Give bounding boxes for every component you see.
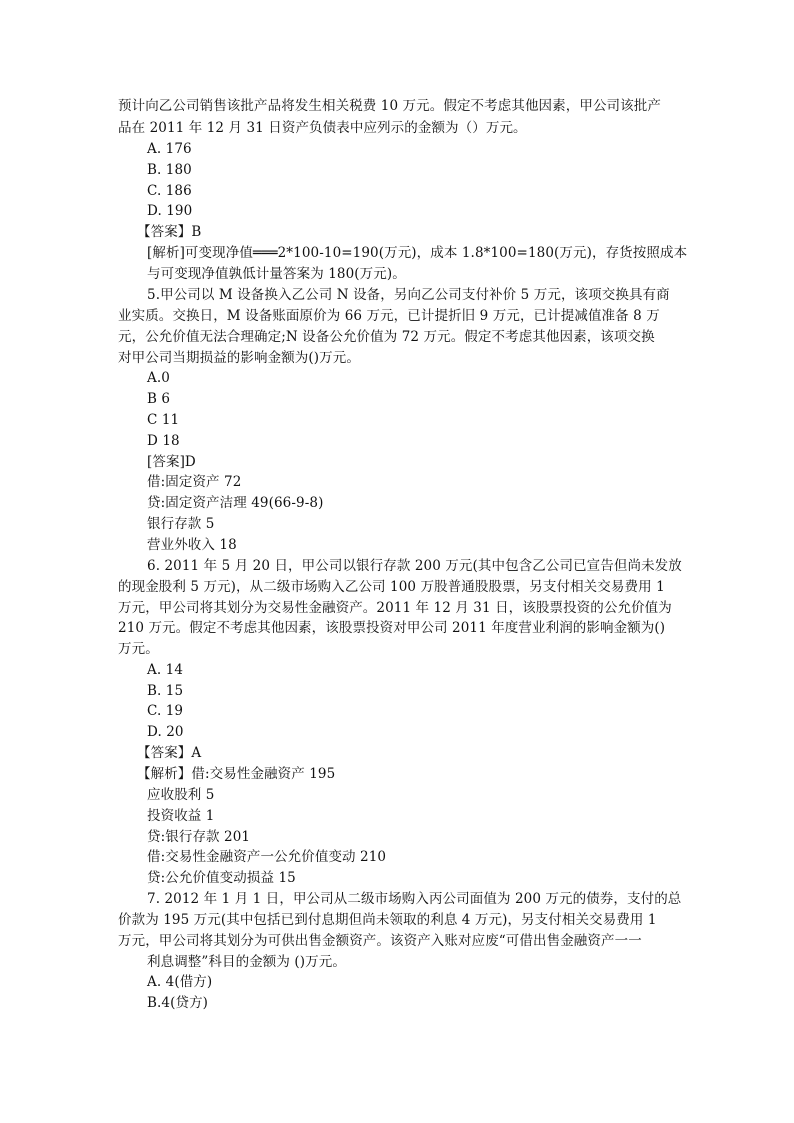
text-line: 预计向乙公司销售该批产品将发生相关税费 10 万元。假定不考虑其他因素，甲公司该批产	[118, 98, 661, 114]
text-line: 万元。	[118, 641, 159, 657]
option-d: D. 20	[147, 724, 184, 740]
text-line: 价款为 195 万元(其中包括已到付息期但尚未领取的利息 4 万元)，另支付相关交易费用 1	[118, 912, 657, 928]
text-line: 对甲公司当期损益的影响金额为()万元。	[118, 350, 360, 366]
option-a: A.0	[147, 370, 170, 386]
option-b: B. 180	[147, 162, 192, 178]
question-6: 6. 2011 年 5 月 20 日，甲公司以银行存款 200 万元(其中包含乙公司已宣告但尚未发放	[147, 558, 682, 574]
option-a: A. 176	[147, 141, 192, 157]
journal-entry: 银行存款 5	[147, 516, 215, 532]
explanation: 与可变现净值孰低计量答案为 180(万元)。	[147, 266, 406, 282]
text-line: 的现金股利 5 万元)，从二级市场购入乙公司 100 万股普通股股票，另支付相关交易费用 1	[118, 579, 665, 595]
text-line: 业实质。交换日，M 设备账面原价为 66 万元，已计提折旧 9 万元，已计提减值准备 8 万	[118, 308, 660, 324]
option-b: B.4(贷方)	[147, 995, 209, 1011]
explanation: 【解析】借:交易性金融资产 195	[137, 766, 336, 782]
journal-entry: 贷:公允价值变动损益 15	[147, 870, 296, 886]
answer-label: [答案]D	[147, 454, 196, 470]
text-line: 品在 2011 年 12 月 31 日资产负债表中应列示的金额为（）万元。	[118, 120, 527, 136]
option-c: C. 186	[147, 183, 192, 199]
answer-label: 【答案】B	[137, 224, 202, 240]
text-line: 万元，甲公司将其划分为交易性金融资产。2011 年 12 月 31 日，该股票投资的公允价值为	[118, 600, 672, 616]
journal-entry: 贷:固定资产洁理 49(66-9-8)	[147, 495, 324, 511]
journal-entry: 应收股利 5	[147, 787, 215, 803]
option-b: B 6	[147, 391, 171, 407]
text-line: 210 万元。假定不考虑其他因素，该股票投资对甲公司 2011 年度营业利润的影响金额为()	[118, 620, 666, 636]
question-7: 7. 2012 年 1 月 1 日，甲公司从二级市场购入丙公司面值为 200 万元的债券，支付的总	[147, 891, 682, 907]
journal-entry: 借:固定资产 72	[147, 474, 242, 490]
text-line: 元，公允价值无法合理确定;N 设备公允价值为 72 万元。假定不考虑其他因素，该项交换	[118, 329, 655, 345]
option-d: D. 190	[147, 203, 193, 219]
text-line: 万元，甲公司将其划分为可供出售金额资产。该资产入账对应废“可借出售金融资产一一	[118, 933, 642, 949]
option-d: D 18	[147, 433, 180, 449]
question-5: 5.甲公司以 M 设备换入乙公司 N 设备，另向乙公司支付补价 5 万元，该项交换具有商	[147, 287, 670, 303]
option-a: A. 4(借方)	[147, 974, 213, 990]
option-b: B. 15	[147, 683, 184, 699]
journal-entry: 贷:银行存款 201	[147, 829, 251, 845]
answer-label: 【答案】A	[137, 745, 202, 761]
option-a: A. 14	[147, 662, 184, 678]
journal-entry: 营业外收入 18	[147, 537, 237, 553]
text-line: 利息调整”科目的金额为 ()万元。	[147, 954, 346, 970]
option-c: C 11	[147, 412, 180, 428]
journal-entry: 投资收益 1	[147, 808, 215, 824]
journal-entry: 借:交易性金融资产一公允价值变动 210	[147, 849, 387, 865]
explanation: [解析]可变现净值═══2*100-10=190(万元)，成本 1.8*100=180(万元)，存货按照成本	[147, 245, 688, 261]
option-c: C. 19	[147, 703, 184, 719]
